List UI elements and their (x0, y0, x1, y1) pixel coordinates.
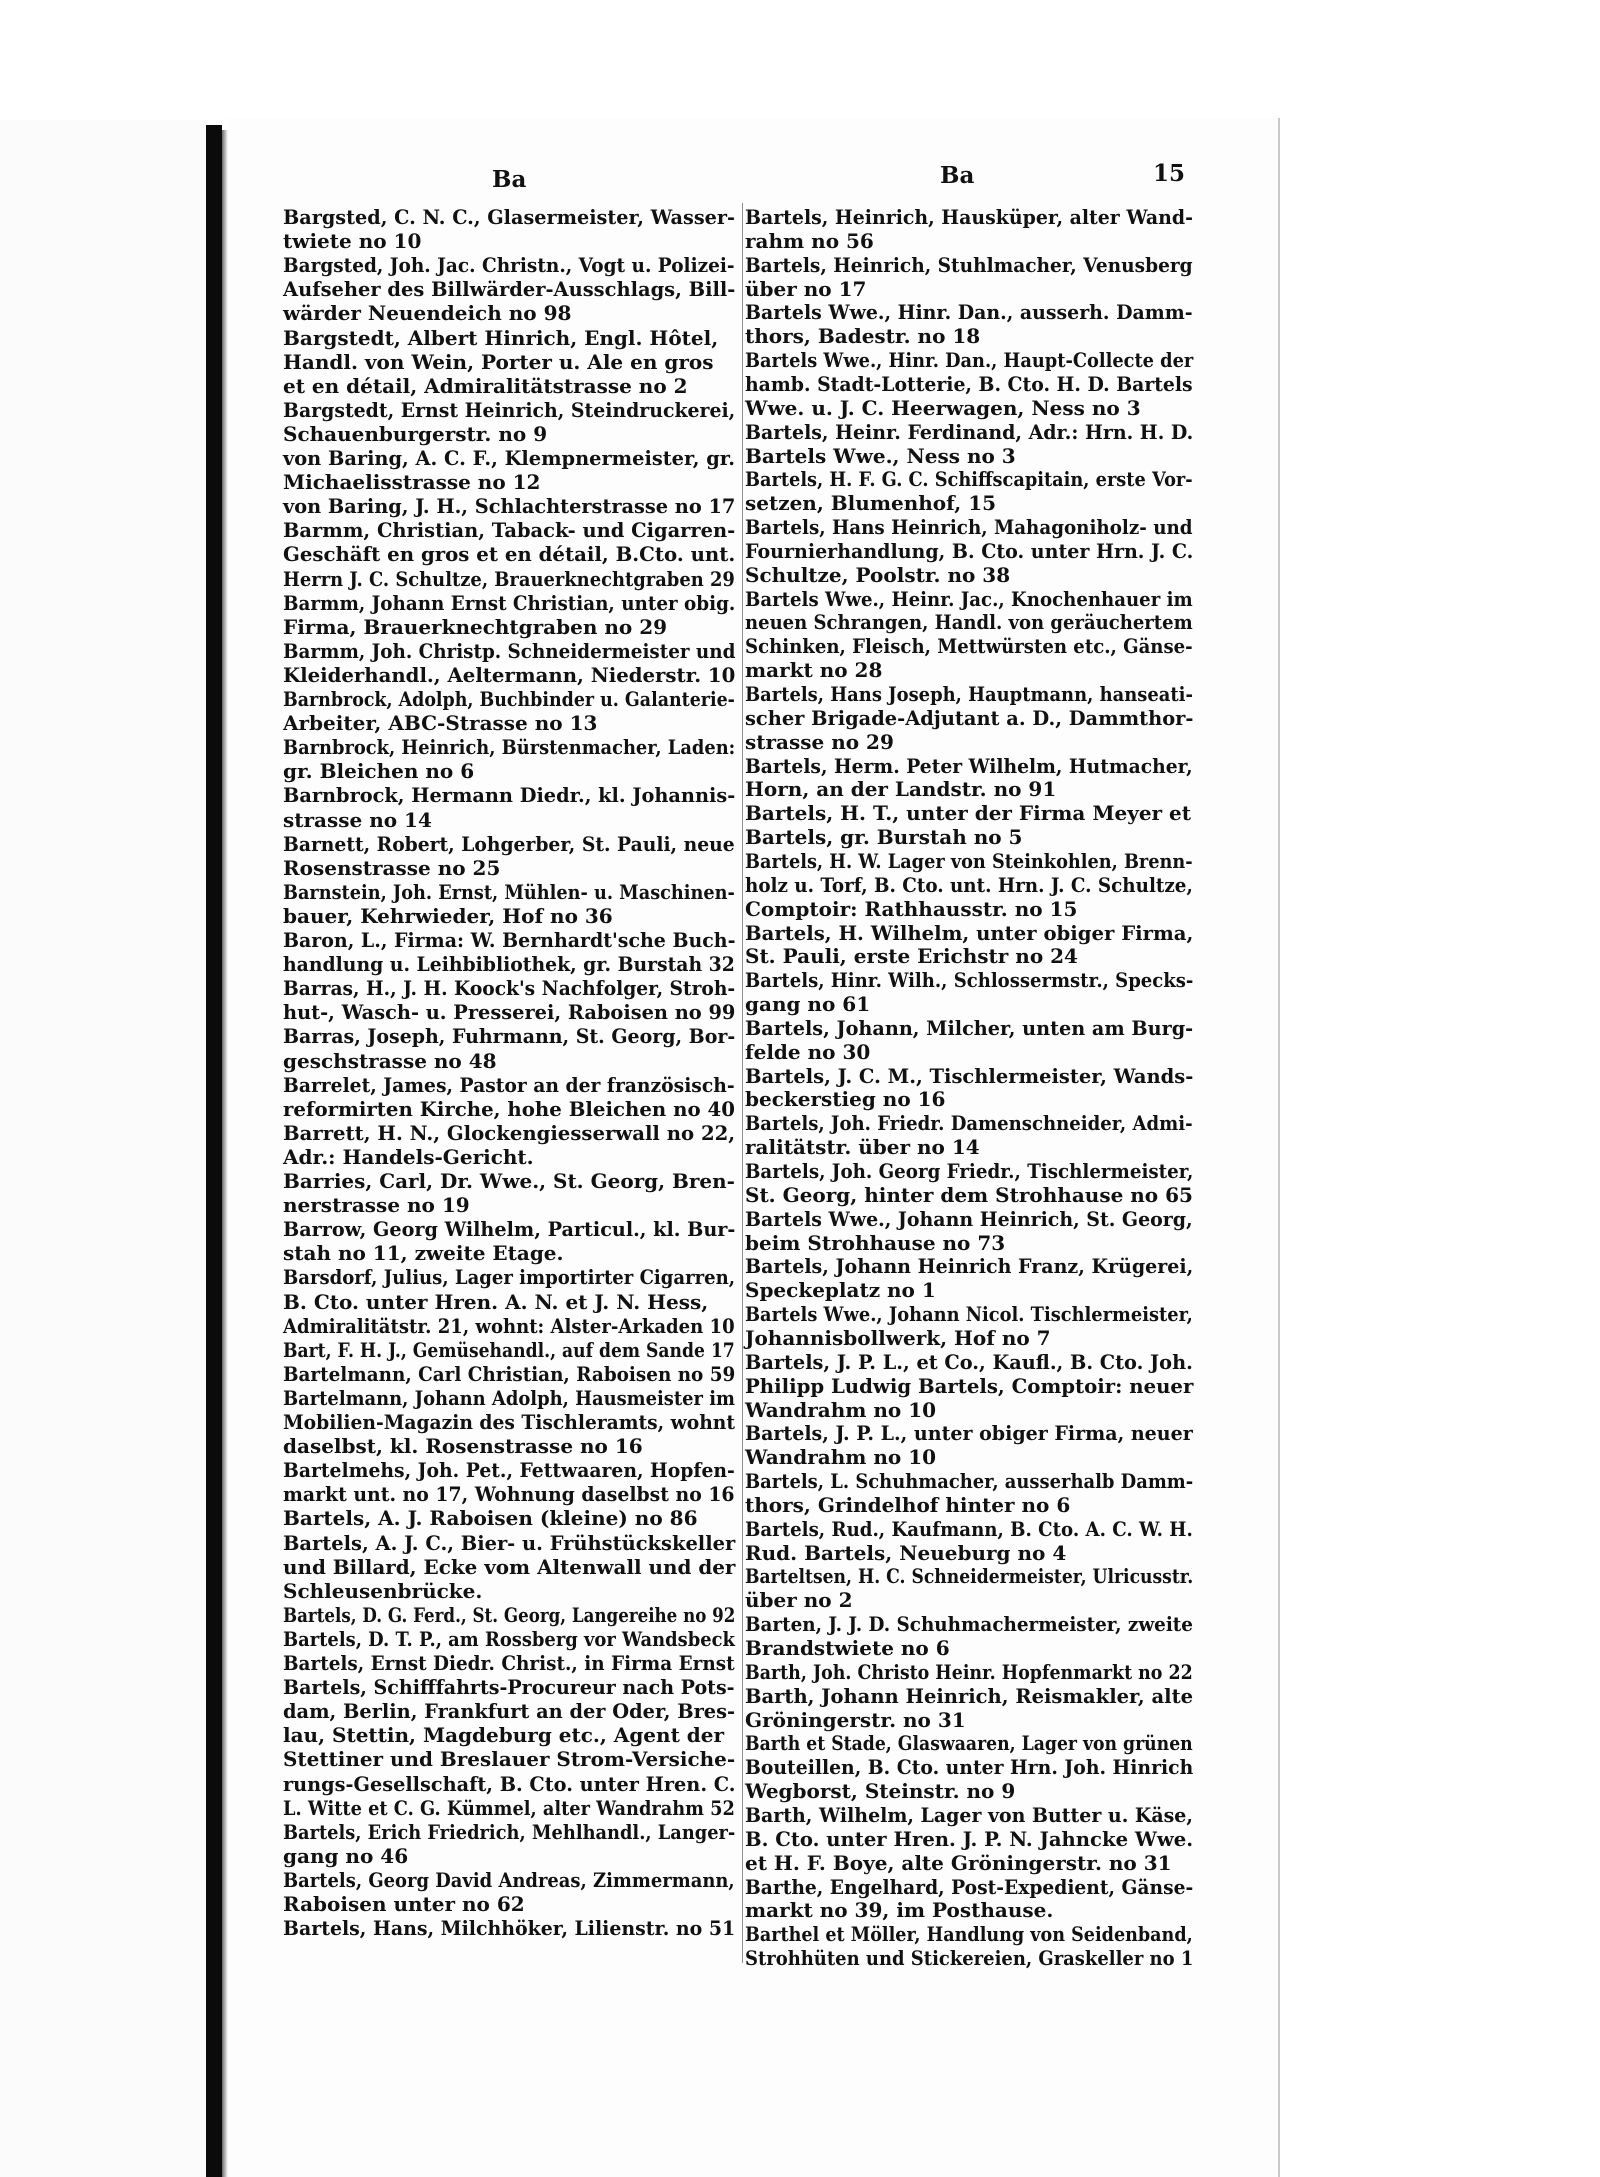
directory-line: bauer, Kehrwieder, Hof no 36 (283, 903, 613, 928)
directory-line: Bart, F. H. J., Gemüsehandl., auf dem Sande 17 (283, 1337, 735, 1362)
directory-line: Baron, L., Firma: W. Bernhardt'sche Buch- (283, 928, 736, 952)
directory-line: Bartels Wwe., Hinr. Dan., ausserh. Damm- (745, 300, 1193, 325)
directory-line: holz u. Torf, B. Cto. unt. Hrn. J. C. Schultze, (745, 872, 1193, 897)
directory-line: Barth, Joh. Christo Heinr. Hopfenmarkt no 22 (745, 1659, 1193, 1684)
directory-line: Barten, J. J. D. Schuhmachermeister, zweite (745, 1612, 1193, 1637)
directory-line: Bartelmann, Carl Christian, Raboisen no 59 (283, 1361, 736, 1386)
directory-line: Bargsted, Joh. Jac. Christn., Vogt u. Polizei- (283, 253, 735, 278)
directory-line: Mobilien-Magazin des Tischleramts, wohnt (283, 1410, 736, 1434)
directory-line: Stettiner und Breslauer Strom-Versiche- (283, 1747, 736, 1772)
directory-line: Bartels Wwe., Ness no 3 (745, 443, 1016, 468)
directory-line: Barnbrock, Hermann Diedr., kl. Johannis- (283, 783, 736, 808)
directory-line: lau, Stettin, Magdeburg etc., Agent der (283, 1723, 725, 1748)
directory-line: markt no 39, im Posthause. (745, 1898, 1054, 1923)
directory-line: scher Brigade-Adjutant a. D., Dammthor- (745, 705, 1194, 730)
directory-line: twiete no 10 (283, 229, 422, 254)
directory-line: Johannisbollwerk, Hof no 7 (745, 1325, 1051, 1350)
directory-line: dam, Berlin, Frankfurt an der Oder, Bres- (283, 1699, 736, 1724)
directory-line: hut-, Wasch- u. Presserei, Raboisen no 99 (283, 1000, 736, 1025)
directory-line: Bartels, Hans Joseph, Hauptmann, hanseati- (745, 682, 1193, 706)
directory-line: von Baring, J. H., Schlachterstrasse no 17 (283, 494, 736, 519)
directory-line: handlung u. Leihbibliothek, gr. Burstah 32 (283, 952, 735, 977)
directory-line: strasse no 29 (745, 729, 894, 754)
directory-line: Bargstedt, Ernst Heinrich, Steindruckerei, (283, 397, 736, 422)
directory-line: Schauenburgerstr. no 9 (283, 421, 548, 446)
directory-line: Bartels, J. P. L., unter obiger Firma, neuer (745, 1421, 1193, 1446)
directory-line: beim Strohhause no 73 (745, 1230, 1006, 1255)
directory-line: Bartels, J. C. M., Tischlermeister, Wands- (745, 1063, 1194, 1088)
directory-line: et H. F. Boye, alte Gröningerstr. no 31 (745, 1850, 1172, 1875)
directory-line: Bartels, D. T. P., am Rossberg vor Wandsbeck (283, 1626, 735, 1651)
directory-line: Barnett, Robert, Lohgerber, St. Pauli, neue (283, 831, 735, 856)
directory-line: Barnbrock, Adolph, Buchbinder u. Galanterie- (283, 687, 735, 711)
directory-line: Bartelmann, Johann Adolph, Hausmeister im (283, 1385, 735, 1410)
directory-line: Bartelmehs, Joh. Pet., Fettwaaren, Hopfen- (283, 1458, 735, 1483)
directory-line: Barsdorf, Julius, Lager importirter Cigarren, (283, 1265, 736, 1290)
directory-line: gang no 46 (283, 1843, 409, 1868)
directory-line: strasse no 14 (283, 807, 432, 832)
directory-line: Adr.: Handels-Gericht. (283, 1144, 534, 1169)
directory-line: Bartels, A. J. Raboisen (kleine) no 86 (283, 1506, 698, 1531)
directory-line: Horn, an der Landstr. no 91 (745, 777, 1057, 802)
directory-line: Herrn J. C. Schultze, Brauerknechtgraben 29 (283, 566, 735, 591)
directory-line: Raboisen unter no 62 (283, 1892, 525, 1916)
directory-line: L. Witte et C. G. Kümmel, alter Wandrahm 52 (283, 1795, 735, 1820)
directory-line: ralitätstr. über no 14 (745, 1135, 980, 1160)
directory-line: Michaelisstrasse no 12 (283, 470, 541, 495)
directory-line: Bartels, H. F. G. C. Schiffscapitain, erste Vor- (745, 467, 1193, 492)
directory-line: Bartels, J. P. L., et Co., Kaufl., B. Cto. Joh. (745, 1349, 1193, 1374)
directory-line: Wwe. u. J. C. Heerwagen, Ness no 3 (745, 395, 1141, 420)
directory-line: Speckeplatz no 1 (745, 1278, 936, 1303)
directory-line: markt no 28 (745, 658, 883, 683)
directory-line: Bartels, A. J. C., Bier- u. Frühstückskeller (283, 1530, 736, 1555)
directory-line: Bartels, gr. Burstah no 5 (745, 825, 1023, 850)
directory-line: Barteltsen, H. C. Schneidermeister, Ulricusstr. (745, 1564, 1194, 1589)
header-left-letters: Ba (492, 166, 527, 193)
directory-line: reformirten Kirche, hohe Bleichen no 40 (283, 1096, 735, 1121)
directory-line: thors, Badestr. no 18 (745, 324, 981, 349)
directory-line: Rosenstrasse no 25 (283, 855, 501, 880)
directory-line: Schleusenbrücke. (283, 1578, 483, 1603)
directory-line: Bartels Wwe., Heinr. Jac., Knochenhauer im (745, 586, 1193, 611)
directory-line: über no 17 (745, 276, 867, 301)
directory-line: Wandrahm no 10 (745, 1445, 937, 1470)
directory-line: Schultze, Poolstr. no 38 (745, 562, 1011, 587)
directory-line: Bartels, Schifffahrts-Procureur nach Pots- (283, 1675, 735, 1700)
column-divider (742, 203, 743, 1963)
directory-line: stah no 11, zweite Etage. (283, 1241, 564, 1266)
directory-line: Arbeiter, ABC-Strasse no 13 (283, 711, 598, 736)
directory-line: Aufseher des Billwärder-Ausschlags, Bill- (283, 277, 736, 302)
directory-line: Kleiderhandl., Aeltermann, Niederstr. 10 (283, 662, 736, 687)
directory-line: Wandrahm no 10 (745, 1397, 937, 1422)
directory-line: Bartels, H. Wilhelm, unter obiger Firma, (745, 920, 1194, 945)
directory-line: Bartels, Hans Heinrich, Mahagoniholz- und (745, 515, 1193, 540)
directory-line: setzen, Blumenhof, 15 (745, 491, 997, 516)
directory-line: Rud. Bartels, Neueburg no 4 (745, 1540, 1067, 1565)
left-page (0, 120, 206, 2177)
directory-line: Bartels, Georg David Andreas, Zimmermann, (283, 1867, 735, 1892)
directory-line: Barth et Stade, Glaswaaren, Lager von grünen (745, 1731, 1193, 1756)
directory-line: Bartels, Heinr. Ferdinand, Adr.: Hrn. H. D. (745, 419, 1194, 444)
directory-line: Admiralitätstr. 21, wohnt: Alster-Arkaden 10 (283, 1313, 735, 1338)
directory-line: St. Georg, hinter dem Strohhause no 65 (745, 1182, 1193, 1207)
directory-line: Bartels Wwe., Hinr. Dan., Haupt-Collecte der (745, 348, 1194, 373)
directory-line: beckerstieg no 16 (745, 1087, 946, 1112)
directory-line: Gröningerstr. no 31 (745, 1707, 966, 1732)
directory-line: hamb. Stadt-Lotterie, B. Cto. H. D. Bartels (745, 371, 1193, 396)
directory-line: Bartels, Heinrich, Hausküper, alter Wand- (745, 205, 1193, 229)
directory-line: Barthe, Engelhard, Post-Expedient, Gänse- (745, 1874, 1194, 1899)
page-edge (1278, 118, 1280, 2177)
directory-line: daselbst, kl. Rosenstrasse no 16 (283, 1434, 643, 1459)
directory-line: Barth, Wilhelm, Lager von Butter u. Käse, (745, 1802, 1193, 1827)
directory-line: Bartels, Joh. Georg Friedr., Tischlermeister, (745, 1159, 1194, 1183)
directory-line: B. Cto. unter Hren. A. N. et J. N. Hess, (283, 1289, 709, 1314)
directory-line: Bartels Wwe., Johann Heinrich, St. Georg, (745, 1206, 1193, 1231)
directory-line: Bartels, D. G. Ferd., St. Georg, Langereihe no 92 (283, 1602, 736, 1627)
directory-line: Barras, H., J. H. Koock's Nachfolger, Stroh- (283, 976, 736, 1001)
directory-line: Barrow, Georg Wilhelm, Particul., kl. Bur- (283, 1217, 736, 1242)
directory-line: Schinken, Fleisch, Mettwürsten etc., Gänse- (745, 634, 1193, 659)
directory-line: Bartels, H. T., unter der Firma Meyer et (745, 801, 1192, 826)
directory-line: Bargstedt, Albert Hinrich, Engl. Hôtel, (283, 325, 719, 350)
directory-line: thors, Grindelhof hinter no 6 (745, 1492, 1071, 1517)
directory-line: Bartels, Johann, Milcher, unten am Burg- (745, 1015, 1194, 1040)
directory-line: neuen Schrangen, Handl. von geräuchertem (745, 610, 1193, 635)
directory-line: Geschäft en gros et en détail, B.Cto. unt. (283, 542, 736, 567)
directory-line: Handl. von Wein, Porter u. Ale en gros (283, 349, 714, 374)
directory-line: rahm no 56 (745, 228, 874, 253)
directory-line: gr. Bleichen no 6 (283, 759, 475, 784)
directory-line: Bartels, Erich Friedrich, Mehlhandl., Langer- (283, 1819, 736, 1844)
directory-line: Brandstwiete no 6 (745, 1636, 950, 1660)
directory-line: et en détail, Admiralitätstrasse no 2 (283, 373, 688, 398)
directory-line: Firma, Brauerknechtgraben no 29 (283, 614, 668, 639)
directory-line: felde no 30 (745, 1039, 871, 1064)
directory-line: nerstrasse no 19 (283, 1193, 470, 1218)
directory-line: Bartels, Heinrich, Stuhlmacher, Venusberg (745, 252, 1193, 277)
directory-line: Fournierhandlung, B. Cto. unter Hrn. J. C. (745, 538, 1194, 563)
directory-line: rungs-Gesellschaft, B. Cto. unter Hren. C. (283, 1771, 736, 1796)
directory-line: Bartels, Herm. Peter Wilhelm, Hutmacher, (745, 753, 1193, 778)
directory-line: markt unt. no 17, Wohnung daselbst no 16 (283, 1482, 735, 1507)
directory-line: Barth, Johann Heinrich, Reismakler, alte (745, 1683, 1194, 1708)
directory-line: Bartels, Joh. Friedr. Damenschneider, Admi- (745, 1111, 1193, 1136)
directory-line: Strohhüten und Stickereien, Graskeller no 1 (745, 1946, 1194, 1971)
directory-line: Bartels, Ernst Diedr. Christ., in Firma Ernst (283, 1651, 735, 1675)
directory-line: und Billard, Ecke vom Altenwall und der (283, 1554, 736, 1579)
directory-line: Barnbrock, Heinrich, Bürstenmacher, Laden: (283, 735, 736, 760)
directory-line: geschstrasse no 48 (283, 1048, 497, 1073)
directory-line: Wegborst, Steinstr. no 9 (745, 1779, 1016, 1804)
directory-line: Bouteillen, B. Cto. unter Hrn. Joh. Hinrich (745, 1755, 1194, 1780)
directory-line: über no 2 (745, 1588, 853, 1613)
directory-line: Bartels Wwe., Johann Nicol. Tischlermeister, (745, 1302, 1193, 1327)
directory-line: Bartels, Hans, Milchhöker, Lilienstr. no 51 (283, 1916, 736, 1941)
directory-line: Barras, Joseph, Fuhrmann, St. Georg, Bor- (283, 1024, 736, 1049)
directory-line: von Baring, A. C. F., Klempnermeister, gr. (283, 446, 735, 470)
directory-line: Barmm, Johann Ernst Christian, unter obig. (283, 590, 736, 615)
directory-line: Bargsted, C. N. C., Glasermeister, Wasser- (283, 205, 736, 229)
directory-line: Barries, Carl, Dr. Wwe., St. Georg, Bren- (283, 1169, 735, 1193)
directory-line: Bartels, L. Schuhmacher, ausserhalb Damm- (745, 1469, 1194, 1494)
directory-line: B. Cto. unter Hren. J. P. N. Jahncke Wwe. (745, 1826, 1194, 1851)
directory-line: Barrelet, James, Pastor an der französisch- (283, 1072, 735, 1097)
directory-line: Comptoir: Rathhausstr. no 15 (745, 896, 1078, 921)
directory-line: Barmm, Christian, Taback- und Cigarren- (283, 518, 736, 543)
header-right-letters: Ba (940, 162, 975, 189)
directory-line: Bartels, Rud., Kaufmann, B. Cto. A. C. W. H. (745, 1516, 1193, 1541)
directory-line: Bartels, Johann Heinrich Franz, Krügerei, (745, 1254, 1194, 1279)
directory-line: Barmm, Joh. Christp. Schneidermeister und (283, 638, 736, 663)
directory-line: gang no 61 (745, 992, 871, 1017)
directory-line: Barthel et Möller, Handlung von Seidenband, (745, 1922, 1193, 1947)
page-number: 15 (1153, 160, 1186, 187)
book-gutter (206, 125, 222, 2177)
directory-line: St. Pauli, erste Erichstr no 24 (745, 944, 1078, 969)
directory-line: Philipp Ludwig Bartels, Comptoir: neuer (745, 1373, 1194, 1398)
directory-line: Barnstein, Joh. Ernst, Mühlen- u. Maschinen- (283, 879, 735, 904)
directory-line: Bartels, H. W. Lager von Steinkohlen, Brenn- (745, 848, 1193, 873)
directory-line: Bartels, Hinr. Wilh., Schlossermstr., Specks- (745, 968, 1194, 993)
directory-line: Barrett, H. N., Glockengiesserwall no 22, (283, 1120, 736, 1145)
directory-line: wärder Neuendeich no 98 (283, 301, 572, 326)
